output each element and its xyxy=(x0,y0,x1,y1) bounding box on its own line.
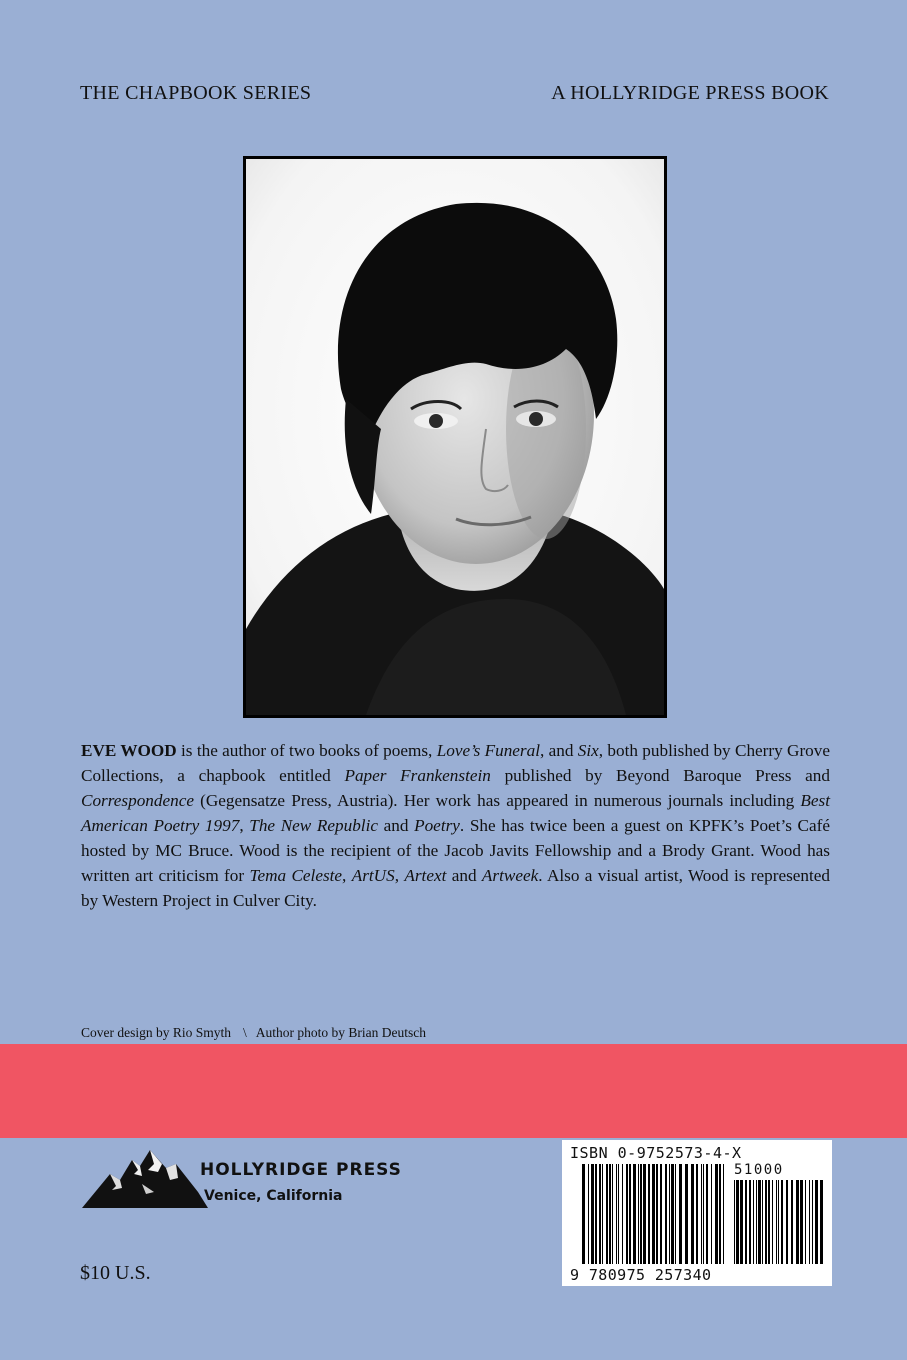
price: $10 U.S. xyxy=(80,1262,151,1284)
credits-line xyxy=(81,1025,426,1041)
barcode-bar xyxy=(736,1180,739,1264)
barcode-bar xyxy=(652,1164,655,1264)
addon-barcode-bars xyxy=(734,1180,826,1264)
publisher-logo xyxy=(80,1146,400,1216)
isbn-number: ISBN 0-9752573-4-X xyxy=(570,1144,742,1162)
barcode-bar xyxy=(765,1180,767,1264)
barcode-bar xyxy=(758,1180,761,1264)
barcode-bar xyxy=(669,1164,670,1264)
barcode-bar xyxy=(629,1164,631,1264)
barcode-bar xyxy=(591,1164,594,1264)
cover-credit: Cover design by Rio Smyth xyxy=(81,1025,232,1040)
barcode-bar xyxy=(772,1180,773,1264)
barcode-bar xyxy=(685,1164,688,1264)
author-photo xyxy=(243,156,667,718)
barcode-bar xyxy=(665,1164,667,1264)
barcode-bar xyxy=(815,1180,818,1264)
barcode-bar xyxy=(796,1180,799,1264)
barcode-bar xyxy=(679,1164,682,1264)
barcode-bar xyxy=(781,1180,783,1264)
barcode-bar xyxy=(745,1180,747,1264)
barcode-bar xyxy=(643,1164,646,1264)
barcode-bar xyxy=(706,1164,708,1264)
barcode-bar xyxy=(740,1180,743,1264)
barcode-bar xyxy=(756,1180,757,1264)
barcode-bar xyxy=(719,1164,721,1264)
barcode-bar xyxy=(609,1164,611,1264)
credit-separator: \ xyxy=(243,1025,247,1040)
barcode-bar xyxy=(648,1164,650,1264)
barcode-bar xyxy=(753,1180,754,1264)
ean-number: 9 780975 257340 xyxy=(570,1266,712,1284)
barcode-bar xyxy=(602,1164,603,1264)
barcode-bar xyxy=(696,1164,698,1264)
barcode-bar xyxy=(671,1164,674,1264)
barcode-bar xyxy=(715,1164,718,1264)
publisher-title: A HOLLYRIDGE PRESS BOOK xyxy=(551,82,829,104)
photo-credit: Author photo by Brian Deutsch xyxy=(255,1025,427,1040)
barcode-bar xyxy=(616,1164,617,1264)
barcode-bar xyxy=(660,1164,662,1264)
barcode-bar xyxy=(588,1164,589,1264)
ean-barcode-bars xyxy=(582,1164,728,1264)
color-band xyxy=(0,1044,907,1138)
barcode-bar xyxy=(762,1180,763,1264)
author-bio: EVE WOOD is the author of two books of poems, Love’s Funeral, and Six, both published by Cherry Grove Collections, a chapbook entitled Paper Frankenstein published by Beyond Baroque Press and Correspondence (Gegensatze Press, Austria). Her work has appeared in numerous journals including Best American Poetry 1997, The New Republic and Poetry. She has twice been a guest on KPFK’s Poet’s Café hosted by MC Bruce. Wood is the recipient of the Jacob Javits Fellowship and a Brody Grant. Wood has written art criticism for Tema Celeste, ArtUS, Artext and Artweek. Also a visual artist, Wood is represented by Western Project in Culver City. xyxy=(81,741,830,910)
barcode-bar xyxy=(618,1164,619,1264)
barcode-bar xyxy=(786,1180,788,1264)
barcode-bar xyxy=(734,1180,735,1264)
barcode xyxy=(562,1140,832,1286)
barcode-bar xyxy=(776,1180,777,1264)
barcode-bar xyxy=(809,1180,810,1264)
barcode-bar xyxy=(640,1164,642,1264)
logo-location: Venice, California xyxy=(204,1188,343,1204)
addon-number: 51000 xyxy=(734,1162,784,1178)
barcode-bar xyxy=(622,1164,623,1264)
barcode-bar xyxy=(800,1180,803,1264)
barcode-bar xyxy=(633,1164,636,1264)
barcode-bar xyxy=(701,1164,702,1264)
barcode-bar xyxy=(703,1164,704,1264)
barcode-bar xyxy=(749,1180,751,1264)
barcode-bar xyxy=(626,1164,628,1264)
barcode-bar xyxy=(691,1164,694,1264)
barcode-bar xyxy=(768,1180,770,1264)
barcode-bar xyxy=(791,1180,793,1264)
barcode-bar xyxy=(675,1164,676,1264)
barcode-bar xyxy=(656,1164,658,1264)
mountain-icon xyxy=(80,1146,210,1212)
barcode-bar xyxy=(599,1164,601,1264)
barcode-bar xyxy=(638,1164,639,1264)
barcode-bar xyxy=(812,1180,813,1264)
barcode-bar xyxy=(582,1164,585,1264)
barcode-bar xyxy=(778,1180,779,1264)
barcode-bar xyxy=(723,1164,724,1264)
logo-name: HOLLYRIDGE PRESS xyxy=(200,1160,402,1180)
barcode-bar xyxy=(606,1164,608,1264)
series-title: THE CHAPBOOK SERIES xyxy=(80,82,312,104)
barcode-bar xyxy=(711,1164,712,1264)
barcode-bar xyxy=(595,1164,597,1264)
barcode-bar xyxy=(805,1180,806,1264)
barcode-bar xyxy=(612,1164,613,1264)
barcode-bar xyxy=(820,1180,823,1264)
